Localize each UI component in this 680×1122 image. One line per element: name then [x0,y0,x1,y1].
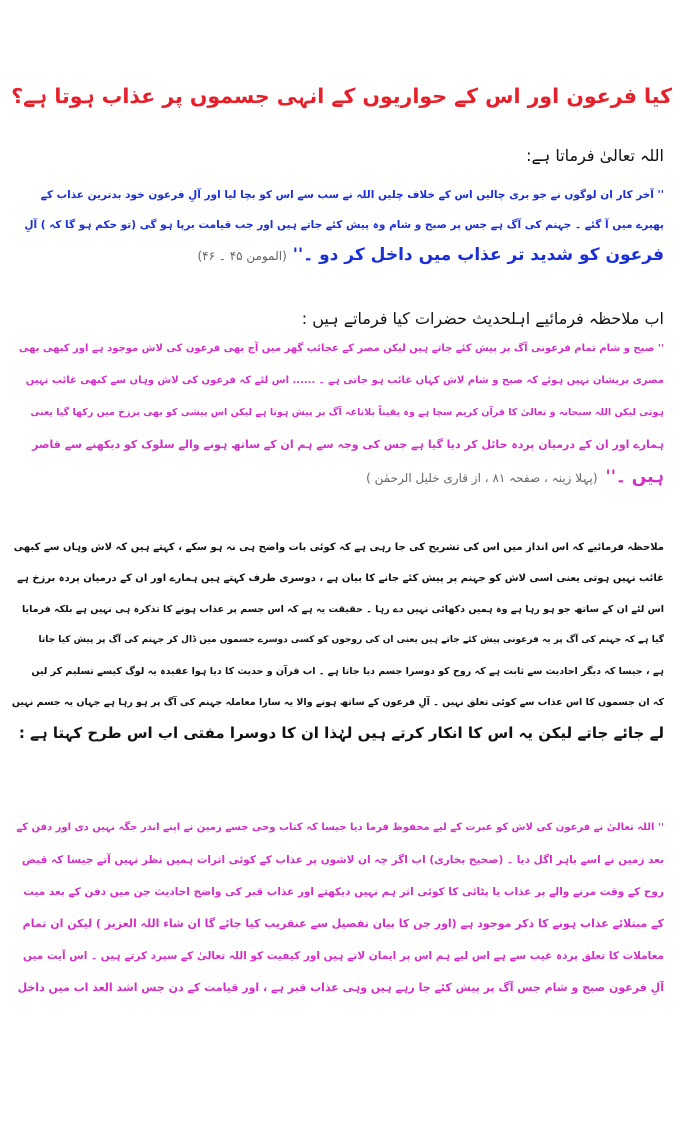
commentary-line: اس لئے ان کے ساتھ جو ہو رہا ہے وہ ہمیں دکھائی نہیں دے رہا ۔ حقیقت یہ ہے کہ اس جسم پر عذاب ہونے کا تذکرہ ہی نہیں ہے بلکہ فرمایا [21,604,664,615]
quote-line: مصری پریشان نہیں ہوئے کہ صبح و شام لاش کہاں غائب ہو جاتی ہے ۔ ...... اس لئے کہ فرعون کی لاش وہاں سے کبھی غائب نہیں [25,375,664,386]
commentary-line: ہے ، جیسا کہ دیگر احادیث سے ثابت ہے کہ روح کو دوسرا جسم دیا جاتا ہے ۔ اب قرآن و حدیث کا دیا ہوا عقیدہ یہ لوگ کیسے تسلیم کر لیں [31,666,664,677]
quote-line: روح کے وقت مرنے والے پر عذاب یا پٹائی کا کوئی اثر ہم نہیں دیکھتے اور عذاب قبر کی واضح احادیث جن میں دفن کے بعد میت [23,886,664,898]
quran-line: پھیرے میں آ گئے ۔ جہنم کی آگ ہے جس پر صبح و شام وہ پیش کئے جاتے ہیں اور جب قیامت برپا ہو گی (تو حکم ہو گا کہ ) آلِ [24,219,664,231]
commentary-line: ملاحظہ فرمائیے کہ اس انداز میں اس کی تشریح کی جا رہی ہے کہ کوئی بات واضح ہی نہ ہو سکے ، کہتے ہیں کہ لاش وہاں سے کبھی [13,542,664,553]
ahlehadith-intro [14,307,664,331]
first-scholar-quote [14,333,664,494]
quran-quote [14,180,664,271]
quran-line: '' آخر کار ان لوگوں نے جو بری چالیں اس کے خلاف چلیں اللہ نے سب سے اس کو بچا لیا اور آلِ فرعون خود بدترین عذاب کے [40,189,664,201]
quote-line: ہمارے اور ان کے درمیان پردہ حائل کر دیا گیا ہے جس کی وجہ سے ہم ان کے ساتھ ہونے والے سلوک کو دیکھنے سے قاصر [32,438,664,451]
quote-line: معاملات کا تعلق پردہ غیب سے ہے اس لیے ہم اس پر ایمان لاتے ہیں اور کیفیت کو اللہ تعالیٰ کے سپرد کرتے ہیں ۔ اس آیت میں [23,950,664,962]
quran-line-last [14,240,664,271]
quote-reference: (پہلا زینہ ، صفحہ ۸۱ ، از قاری خلیل الرحمٰن ) [366,471,598,485]
commentary-paragraph [10,532,664,749]
quote-line-last [14,461,664,494]
quote-line: کے مبتلائے عذاب ہونے کا ذکر موجود ہے (اور جن کا بیان تفصیل سے عنقریب کیا جائے گا ان شاء اللہ العزیز ) لیکن ان تمام [22,917,664,930]
intro-line: اللہ تعالیٰ فرماتا ہے: [526,146,664,165]
ahlehadith-intro-text: اب ملاحظہ فرمائیے اہلحدیث حضرات کیا فرماتے ہیں : [301,309,664,328]
quote-line-text: ہیں ۔'' [605,467,664,487]
quote-line: '' اللہ تعالیٰ نے فرعون کی لاش کو عبرت کے لیے محفوظ فرما دیا جیسا کہ کتاب وحی جسے زمین نے اپنے اندر جگہ نہیں دی اور دفن کے [16,822,664,833]
second-scholar-quote [14,812,664,1004]
quote-line: بعد زمین نے اسے باہر اگل دیا ۔ (صحیح بخاری) اب اگر چہ ان لاشوں پر عذاب کے کوئی اثرات ہمیں نظر نہیں آتے جیسا کہ قبض [21,854,664,866]
commentary-line: لے جائے جاتے لیکن یہ اس کا انکار کرتے ہیں لہٰذا ان کا دوسرا مفتی اب اس طرح کہتا ہے : [18,724,664,742]
quote-line: آلِ فرعون صبح و شام جس آگ پر پیش کئے جا رہے ہیں وہی عذاب قبر ہے ، اور قیامت کے دن جس اشد العذ اب میں داخل [17,981,664,994]
page-title: کیا فرعون اور اس کے حواریوں کے انہی جسموں پر عذاب ہوتا ہے؟ [11,84,672,108]
commentary-line: کہ ان جسموں کا اس عذاب سے کوئی تعلق نہیں ۔ آلِ فرعون کے ساتھ ہونے والا یہ سارا معاملہ جہنم کی آگ پر ہو رہا ہے جہاں یہ جسم نہیں [11,697,664,708]
commentary-line: گیا ہے کہ جہنم کی آگ پر یہ فرعونی پیش کئے جاتے ہیں یعنی ان کی روحوں کو کسی دوسرے جسموں میں ڈال کر جہنم کی آگ پر پیش کیا جاتا [38,635,664,645]
quote-line: ہوتی لیکن اللہ سبحانہ و تعالیٰ کا قرآن کریم سچا ہے وہ یقیناً بلاناغہ آگ پر پیش ہوتا ہے لیکن اس پیشی کو بھی برزخ میں رکھا گیا یعنی [30,407,664,418]
quote-line: '' صبح و شام تمام فرعونی آگ پر پیش کئے جاتے ہیں لیکن مصر کے عجائب گھر میں آج بھی فرعون کی لاش موجود ہے اور کبھی بھی [19,343,664,354]
commentary-line: غائب نہیں ہوتی یعنی اسی لاش کو جہنم پر پیش کئے جانے کا بیان ہے ، دوسری طرف کہتے ہیں ہمارے اور ان کے درمیان پردہ برزخ ہے [17,573,664,584]
quran-reference: (المومن ۴۵ ۔ ۴۶) [197,249,287,263]
quran-line-text: فرعون کو شدید تر عذاب میں داخل کر دو ۔'' [292,245,664,265]
